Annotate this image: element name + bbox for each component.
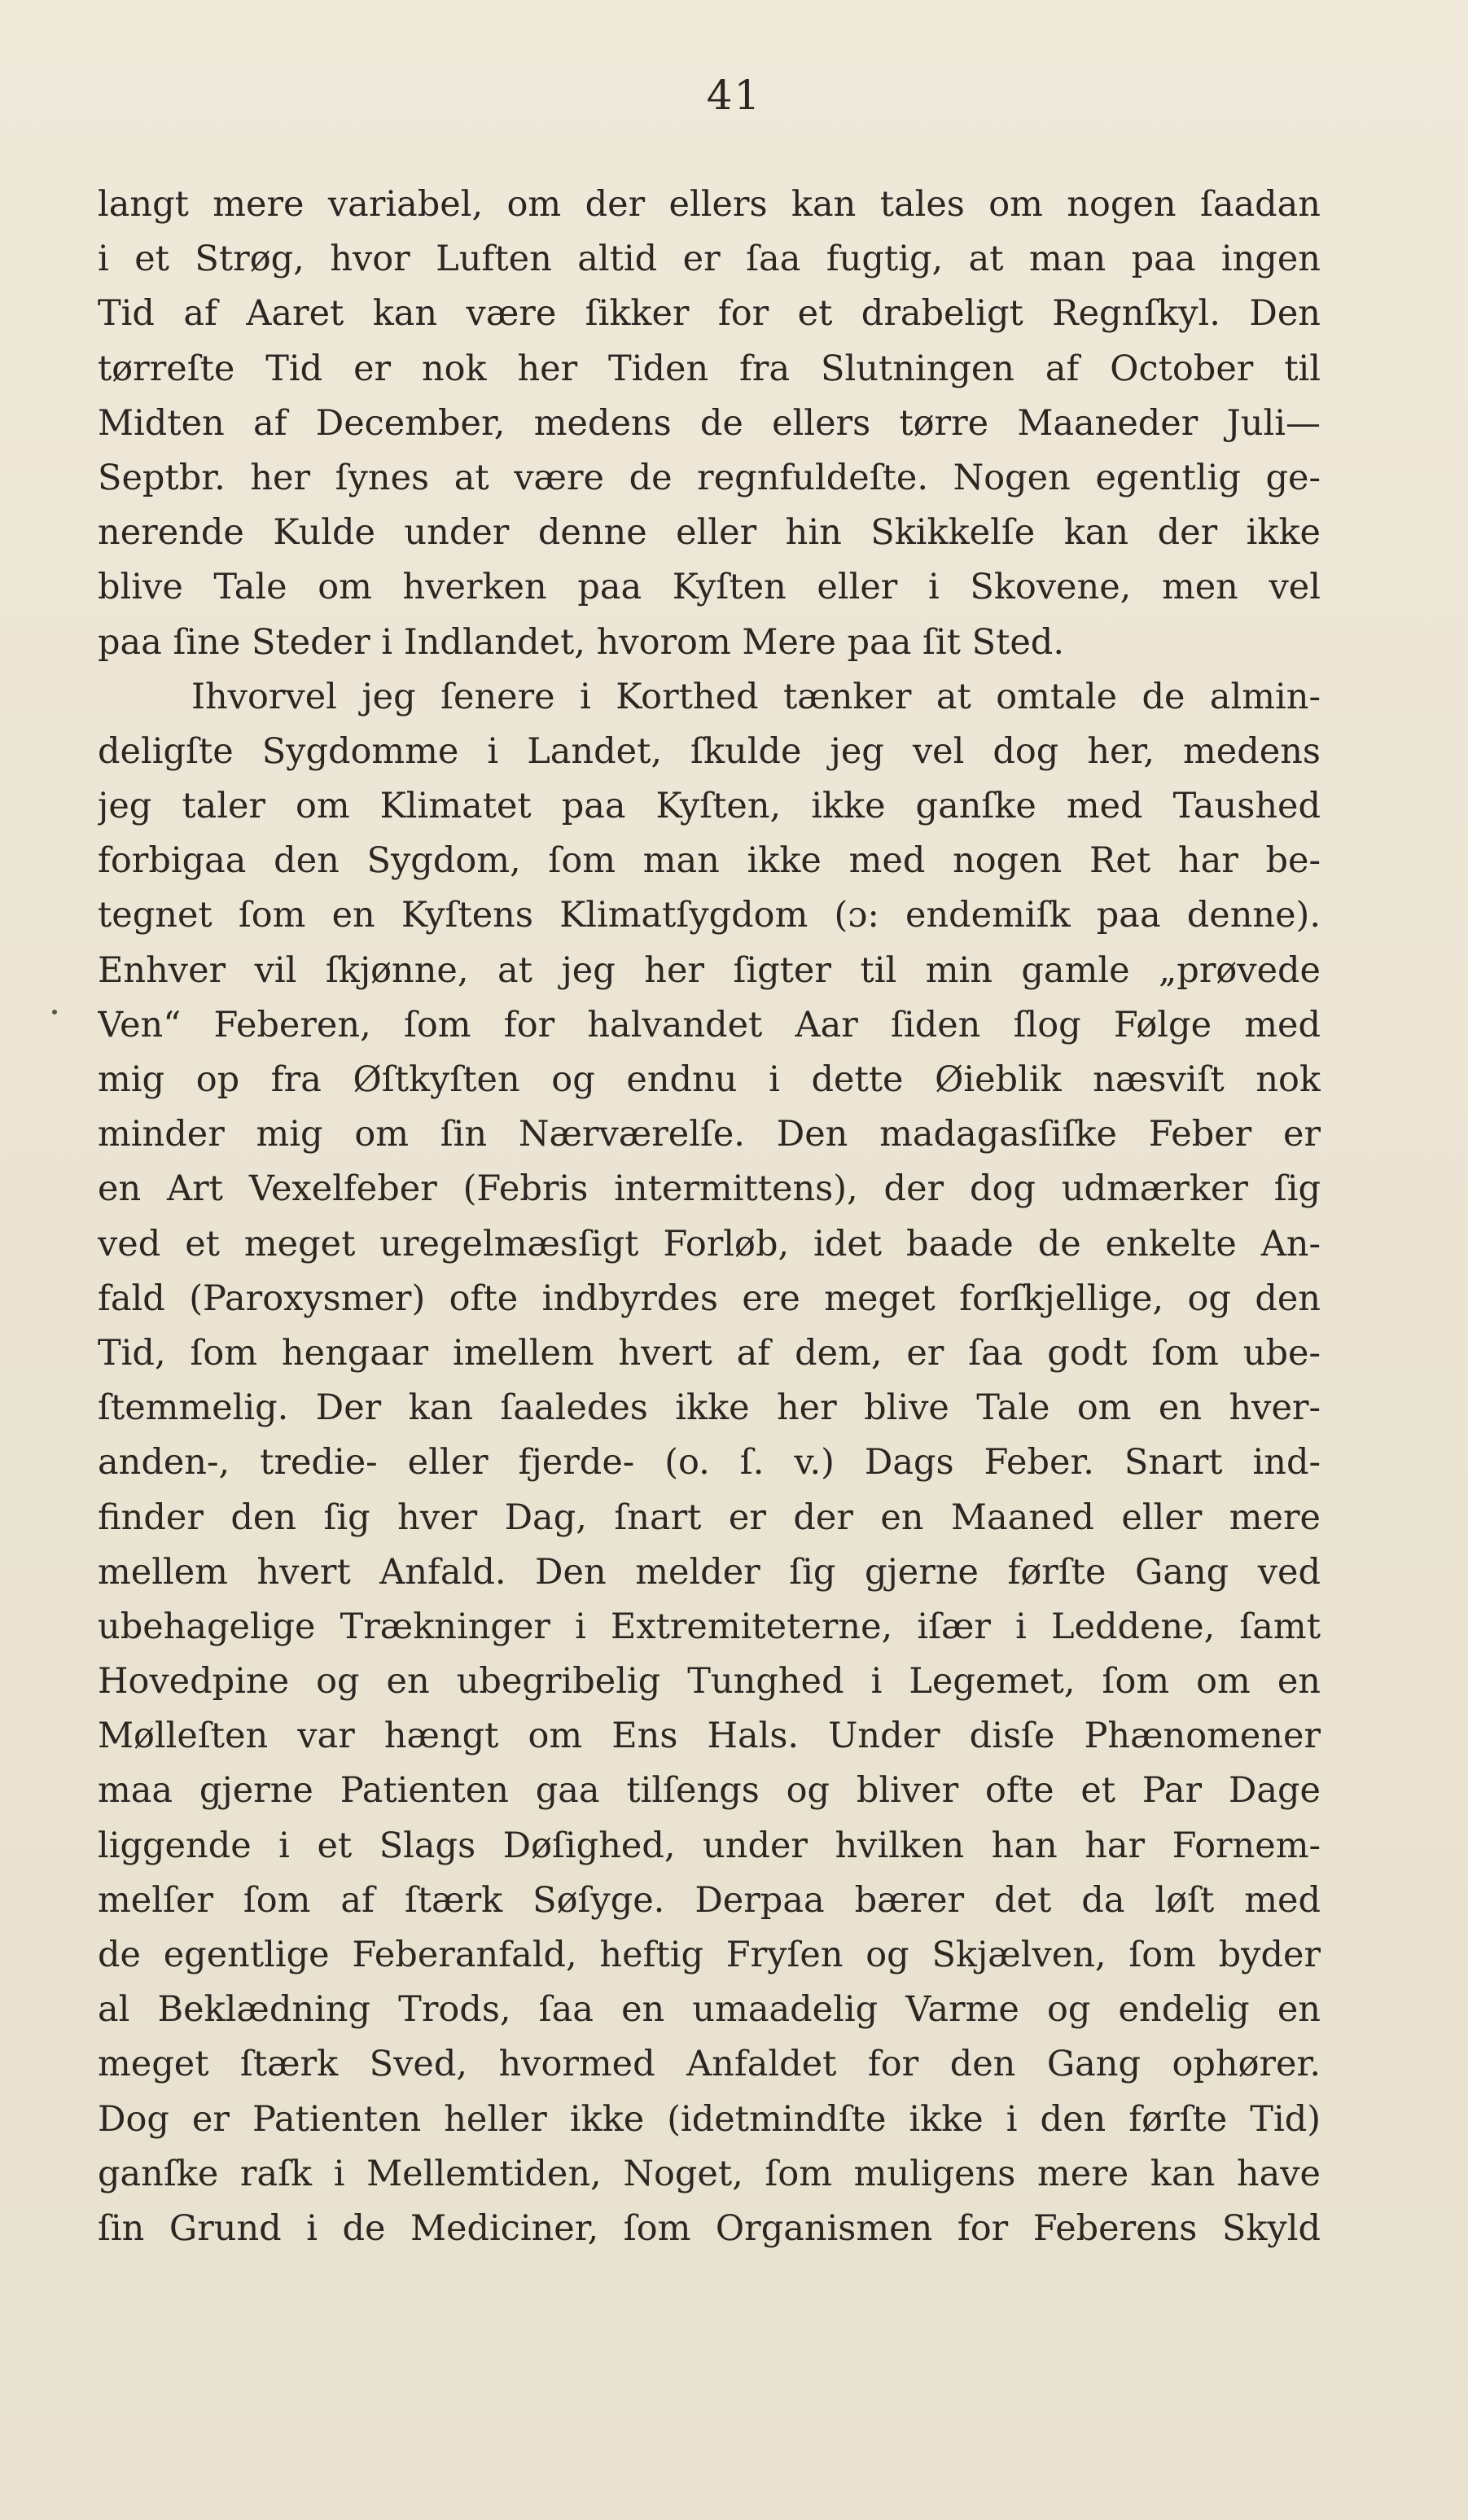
body-text: [98, 177, 1321, 2256]
text-line: en Art Vexelfeber (Febris intermittens), der dog udmærker ſig: [98, 1168, 1321, 1210]
text-line: jeg taler om Klimatet paa Kyſten, ikke ganſke med Taushed: [98, 786, 1321, 827]
text-line: nerende Kulde under denne eller hin Skikkelſe kan der ikke: [98, 512, 1321, 554]
text-line: de egentlige Feberanfald, heftig Fryſen og Skjælven, ſom byder: [98, 1935, 1321, 1975]
text-line: tørreſte Tid er nok her Tiden fra Slutningen af October til: [98, 348, 1321, 389]
text-line: Septbr. her ſynes at være de regnfuldeſte. Nogen egentlig ge-: [98, 457, 1321, 498]
text-line: Tid af Aaret kan være ſikker for et drabeligt Regnſkyl. Den: [98, 293, 1321, 335]
text-line: ved et meget uregelmæsſigt Forløb, idet baade de enkelte An-: [98, 1223, 1321, 1264]
text-line: mellem hvert Anfald. Den melder ſig gjerne førſte Gang ved: [98, 1551, 1321, 1593]
text-line: fald (Paroxysmer) ofte indbyrdes ere meget forſkjellige, og den: [98, 1278, 1321, 1319]
text-line: tegnet ſom en Kyſtens Klimatſygdom (ɔ: endemiſk paa denne).: [98, 895, 1321, 936]
text-line: Midten af December, medens de ellers tørre Maaneder Juli—: [98, 402, 1321, 444]
text-line: maa gjerne Patienten gaa tilſengs og bliver ofte et Par Dage: [98, 1770, 1321, 1812]
text-line: deligſte Sygdomme i Landet, ſkulde jeg vel dog her, medens: [98, 730, 1321, 772]
text-line: Mølleſten var hængt om Ens Hals. Under disſe Phænomener: [98, 1716, 1321, 1757]
text-line: langt mere variabel, om der ellers kan tales om nogen ſaadan: [98, 184, 1321, 225]
page-number: 41: [706, 72, 762, 119]
text-line: Hovedpine og en ubegribelig Tunghed i Legemet, ſom om en: [98, 1661, 1321, 1703]
text-line: al Beklædning Trods, ſaa en umaadelig Varme og endelig en: [98, 1989, 1321, 2031]
text-line: Dog er Patienten heller ikke (idetmindſte ikke i den førſte Tid): [98, 2098, 1321, 2140]
text-line: melſer ſom af ſtærk Søſyge. Derpaa bærer det da løſt med: [98, 1879, 1321, 1921]
text-line: ſin Grund i de Mediciner, ſom Organismen for Feberens Skyld: [98, 2207, 1321, 2249]
text-line: Ven“ Feberen, ſom for halvandet Aar ſiden ſlog Følge med: [98, 1004, 1321, 1045]
text-line: i et Strøg, hvor Luften altid er ſaa fugtig, at man paa ingen: [98, 239, 1321, 280]
text-line: liggende i et Slags Døſighed, under hvilken han har Fornem-: [98, 1825, 1321, 1866]
text-line: finder den ſig hver Dag, ſnart er der en Maaned eller mere: [98, 1497, 1321, 1538]
text-line: minder mig om ſin Nærværelſe. Den madagasſiſke Feber er: [98, 1114, 1321, 1155]
text-line: paa ſine Steder i Indlandet, hvorom Mere paa ſit Sted.: [98, 621, 1064, 663]
text-line: ubehagelige Trækninger i Extremiteterne, iſær i Leddene, ſamt: [98, 1606, 1321, 1647]
text-line: meget ſtærk Sved, hvormed Anfaldet for den Gang ophører.: [98, 2044, 1321, 2085]
text-line: Ihvorvel jeg ſenere i Korthed tænker at omtale de almin-: [191, 676, 1321, 717]
text-line: Enhver vil ſkjønne, at jeg her ſigter til min gamle „prøvede: [98, 949, 1321, 991]
text-line: anden-, tredie- eller fjerde- (o. ſ. v.) Dags Feber. Snart ind-: [98, 1442, 1321, 1484]
ink-speck: [52, 1010, 57, 1015]
text-line: ſtemmelig. Der kan ſaaledes ikke her blive Tale om en hver-: [98, 1387, 1321, 1429]
text-line: ganſke raſk i Mellemtiden, Noget, ſom muligens mere kan have: [98, 2153, 1321, 2194]
text-line: blive Tale om hverken paa Kyſten eller i Skovene, men vel: [98, 567, 1321, 608]
text-line: forbigaa den Sygdom, ſom man ikke med nogen Ret har be-: [98, 840, 1321, 882]
text-line: mig op fra Øſtkyſten og endnu i dette Øieblik næsviſt nok: [98, 1059, 1321, 1100]
text-line: Tid, ſom hengaar imellem hvert af dem, er ſaa godt ſom ube-: [98, 1332, 1321, 1374]
